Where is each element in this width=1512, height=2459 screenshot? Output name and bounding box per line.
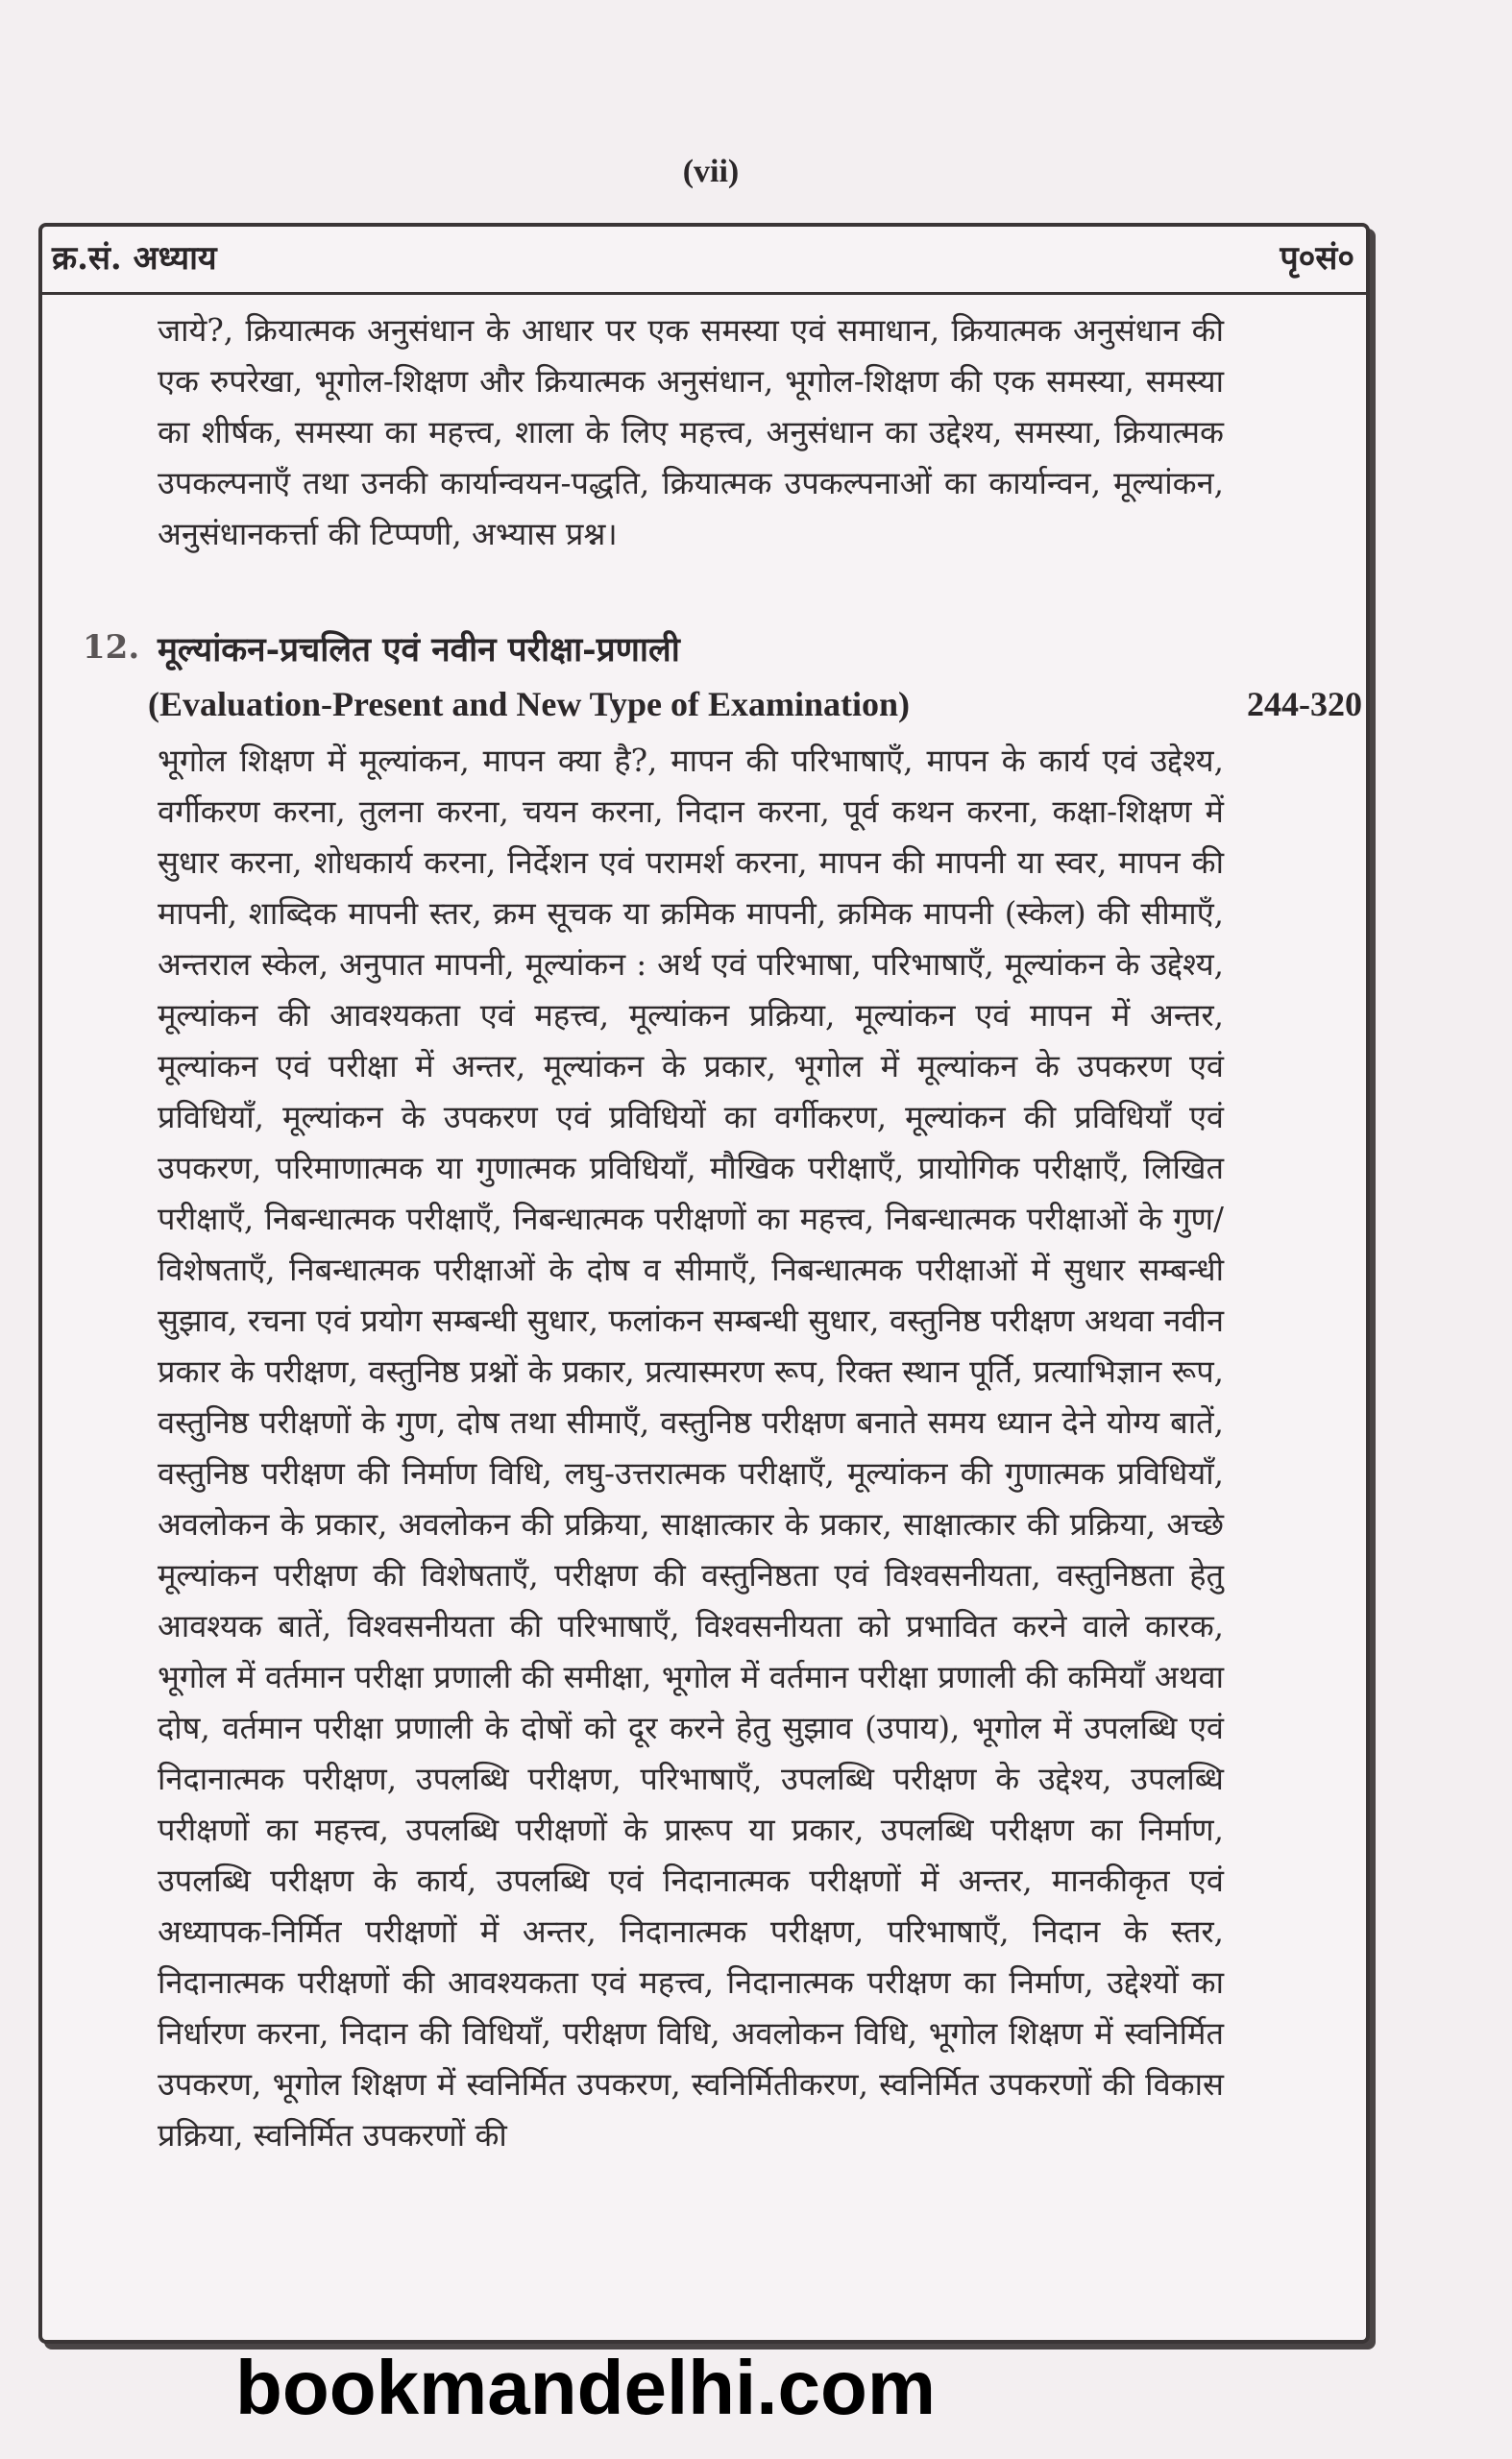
contents-table [38, 223, 1370, 2344]
table-header [42, 227, 1366, 295]
chapter-contents-text: भूगोल शिक्षण में मूल्यांकन, मापन क्या है?, मापन की परिभाषाएँ, मापन के कार्य एवं उद्देश्य, वर्गीकरण करना, तुलना करना, चयन करना, निदान करना, पूर्व कथन करना, कक्षा-शिक्षण में सुधार करना, शोधकार्य करना, निर्देशन एवं परामर्श करना, मापन की मापनी या स्वर, मापन की मापनी, शाब्दिक मापनी स्तर, क्रम सूचक या क्रमिक मापनी, क्रमिक मापनी (स्केल) की सीमाएँ, अन्तराल स्केल, अनुपात मापनी, मूल्यांकन : अर्थ एवं परिभाषा, परिभाषाएँ, मूल्यांकन के उद्देश्य, मूल्यांकन की आवश्यकता एवं महत्त्व, मूल्यांकन प्रक्रिया, मूल्यांकन एवं मापन में अन्तर, मूल्यांकन एवं परीक्षा में अन्तर, मूल्यांकन के प्रकार, भूगोल में मूल्यांकन के उपकरण एवं प्रविधियाँ, मूल्यांकन के उपकरण एवं प्रविधियों का वर्गीकरण, मूल्यांकन की प्रविधियाँ एवं उपकरण, परिमाणात्मक या गुणात्मक प्रविधियाँ, मौखिक परीक्षाएँ, प्रायोगिक परीक्षाएँ, लिखित परीक्षाएँ, निबन्धात्मक परीक्षाएँ, निबन्धात्मक परीक्षणों का महत्त्व, निबन्धात्मक परीक्षाओं के गुण/विशेषताएँ, निबन्धात्मक परीक्षाओं के दोष व सीमाएँ, निबन्धात्मक परीक्षाओं में सुधार सम्बन्धी सुझाव, रचना एवं प्रयोग सम्बन्धी सुधार, फलांकन सम्बन्धी सुधार, वस्तुनिष्ठ परीक्षण अथवा नवीन प्रकार के परीक्षण, वस्तुनिष्ठ प्रश्नों के प्रकार, प्रत्यास्मरण रूप, रिक्त स्थान पूर्ति, प्रत्याभिज्ञान रूप, वस्तुनिष्ठ परीक्षणों के गुण, दोष तथा सीमाएँ, वस्तुनिष्ठ परीक्षण बनाते समय ध्यान देने योग्य बातें, वस्तुनिष्ठ परीक्षण की निर्माण विधि, लघु-उत्तरात्मक परीक्षाएँ, मूल्यांकन की गुणात्मक प्रविधियाँ, अवलोकन के प्रकार, अवलोकन की प्रक्रिया, साक्षात्कार के प्रकार, साक्षात्कार की प्रक्रिया, अच्छे मूल्यांकन परीक्षण की विशेषताएँ, परीक्षण की वस्तुनिष्ठता एवं विश्वसनीयता, वस्तुनिष्ठता हेतु आवश्यक बातें, विश्वसनीयता की परिभाषाएँ, विश्वसनीयता को प्रभावित करने वाले कारक, भूगोल में वर्तमान परीक्षा प्रणाली की समीक्षा, भूगोल में वर्तमान परीक्षा प्रणाली की कमियाँ अथवा दोष, वर्तमान परीक्षा प्रणाली के दोषों को दूर करने हेतु सुझाव (उपाय), भूगोल में उपलब्धि एवं निदानात्मक परीक्षण, उपलब्धि परीक्षण, परिभाषाएँ, उपलब्धि परीक्षण के उद्देश्य, उपलब्धि परीक्षणों का महत्त्व, उपलब्धि परीक्षणों के प्रारूप या प्रकार, उपलब्धि परीक्षण का निर्माण, उपलब्धि परीक्षण के कार्य, उपलब्धि एवं निदानात्मक परीक्षणों में अन्तर, मानकीकृत एवं अध्यापक-निर्मित परीक्षणों में अन्तर, निदानात्मक परीक्षण, परिभाषाएँ, निदान के स्तर, निदानात्मक परीक्षणों की आवश्यकता एवं महत्त्व, निदानात्मक परीक्षण का निर्माण, उद्देश्यों का निर्धारण करना, निदान की विधियाँ, परीक्षण विधि, अवलोकन विधि, भूगोल शिक्षण में स्वनिर्मित उपकरण, भूगोल शिक्षण में स्वनिर्मित उपकरण, स्वनिर्मितीकरण, स्वनिर्मित उपकरणों की विकास प्रक्रिया, स्वनिर्मित उपकरणों की [158, 743, 1224, 2154]
chapter-title: मूल्यांकन-प्रचलित एवं नवीन परीक्षा-प्रणाली [158, 630, 680, 670]
page-number: (vii) [682, 154, 740, 189]
header-serial-chapter: क्र.सं. अध्याय [52, 239, 217, 278]
header-page-number: पृ०सं० [1280, 239, 1354, 278]
watermark: bookmandelhi.com [235, 2345, 936, 2430]
chapter-page-range: 244-320 [1247, 685, 1362, 723]
chapter-number: 12. [83, 628, 140, 667]
chapter-subtitle: (Evaluation-Present and New Type of Examination) [148, 685, 911, 723]
continued-contents-text: जाये?, क्रियात्मक अनुसंधान के आधार पर एक समस्या एवं समाधान, क्रियात्मक अनुसंधान की एक रुपरेखा, भूगोल-शिक्षण और क्रियात्मक अनुसंधान, भूगोल-शिक्षण की एक समस्या, समस्या का शीर्षक, समस्या का महत्त्व, शाला के लिए महत्त्व, अनुसंधान का उद्देश्य, समस्या, क्रियात्मक उपकल्पनाएँ तथा उनकी कार्यान्वयन-पद्धति, क्रियात्मक उपकल्पनाओं का कार्यान्वन, मूल्यांकन, अनुसंधानकर्त्ता की टिप्पणी, अभ्यास प्रश्न। [158, 312, 1224, 552]
